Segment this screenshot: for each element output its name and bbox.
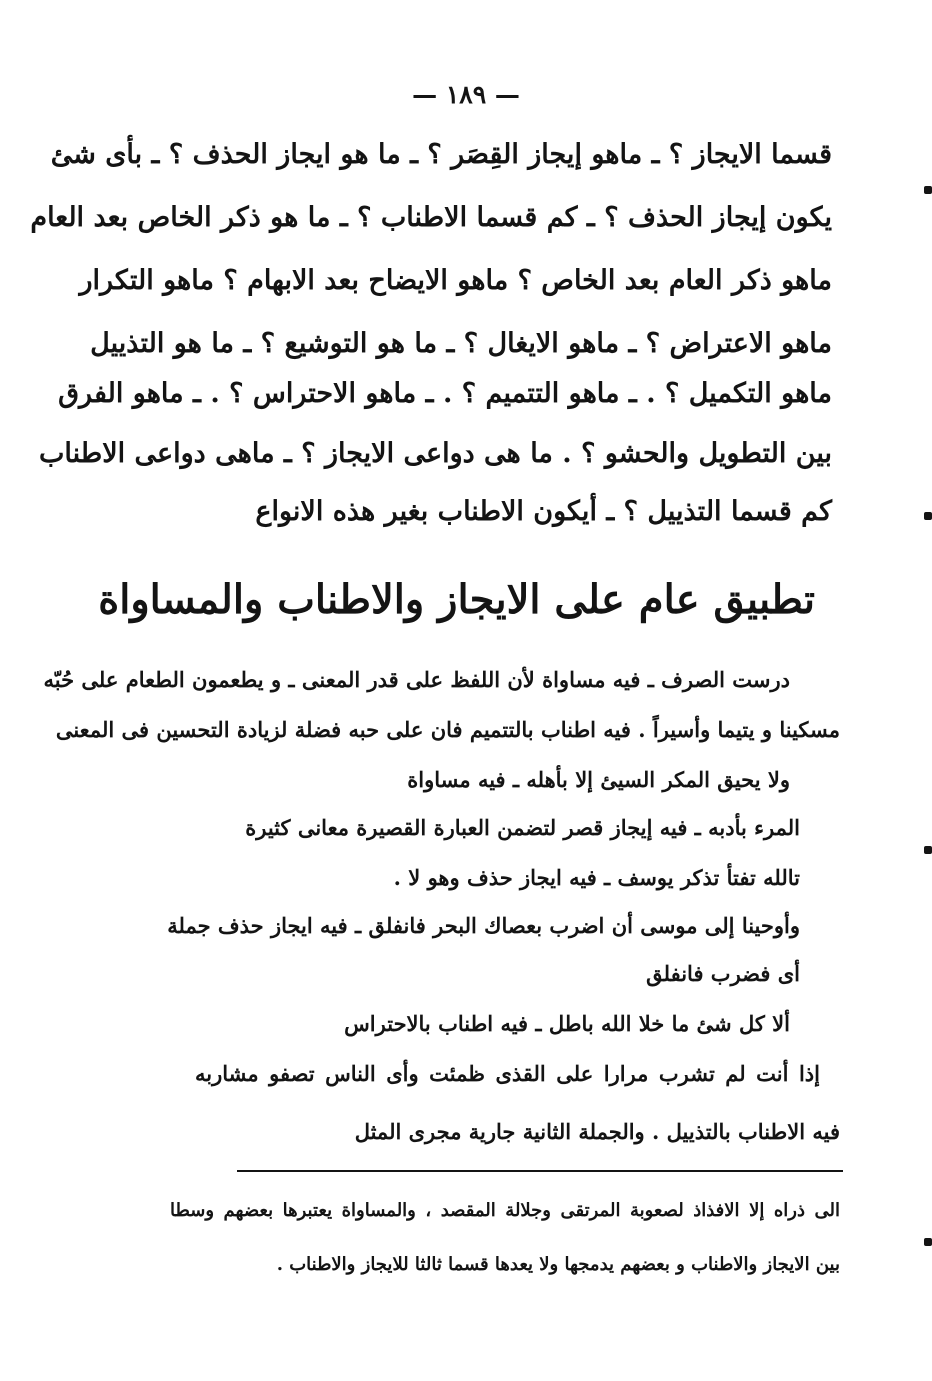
example-line: تالله تفتأ تذكر يوسف ـ فيه ايجاز حذف وهو لا . — [393, 865, 800, 890]
question-line: كم قسما التذييل ؟ ـ أيكون الاطناب بغير هذه الانواع — [255, 496, 832, 527]
scan-mark — [924, 186, 932, 194]
example-line: ألا كل شئ ما خلا الله باطل ـ فيه اطناب بالاحتراس — [344, 1011, 790, 1036]
question-line: قسما الايجاز ؟ ـ ماهو إيجاز القِصَر ؟ ـ ما هو ايجاز الحذف ؟ ـ بأى شئ — [50, 139, 832, 170]
page-number: — ١٨٩ — — [412, 80, 520, 109]
footnote-line: بين الايجاز والاطناب و بعضهم يدمجها ولا يعدها قسما ثالثا للايجاز والاطناب . — [276, 1254, 840, 1275]
example-line: فيه الاطناب بالتذييل . والجملة الثانية جارية مجرى المثل — [354, 1119, 840, 1144]
scan-mark — [924, 1238, 932, 1246]
example-line: ولا يحيق المكر السيئ إلا بأهله ـ فيه مساواة — [407, 767, 790, 792]
question-line: ماهو ذكر العام بعد الخاص ؟ ماهو الايضاح بعد الابهام ؟ ماهو التكرار — [79, 265, 832, 296]
footnote-separator — [237, 1170, 843, 1172]
example-line: درست الصرف ـ فيه مساواة لأن اللفظ على قدر المعنى ـ و يطعمون الطعام على حُبّه — [43, 667, 790, 692]
question-line: بين التطويل والحشو ؟ . ما هى دواعى الايجاز ؟ ـ ماهى دواعى الاطناب — [38, 438, 832, 469]
scan-mark — [924, 846, 932, 854]
question-line: يكون إيجاز الحذف ؟ ـ كم قسما الاطناب ؟ ـ ما هو ذكر الخاص بعد العام — [30, 202, 832, 233]
scan-mark — [924, 512, 932, 520]
footnote-line: الى ذراه إلا الافذاذ لصعوبة المرتقى وجلالة المقصد ، والمساواة يعتبرها بعضهم وسطا — [170, 1200, 840, 1221]
question-line: ماهو الاعتراض ؟ ـ ماهو الايغال ؟ ـ ما هو التوشيع ؟ ـ ما هو التذييل — [90, 328, 832, 359]
example-line: المرء بأدبه ـ فيه إيجاز قصر لتضمن العبارة القصيرة معانى كثيرة — [245, 815, 800, 840]
example-line: وأوحينا إلى موسى أن اضرب بعصاك البحر فانفلق ـ فيه ايجاز حذف جملة — [167, 913, 800, 938]
verse-line: إذا أنت لم تشرب مرارا على القذى ظمئت وأى الناس تصفو مشاربه — [195, 1061, 820, 1086]
question-line: ماهو التكميل ؟ . ـ ماهو التتميم ؟ . ـ ماهو الاحتراس ؟ . ـ ماهو الفرق — [58, 378, 832, 409]
example-line: مسكينا و يتيما وأسيراً . فيه اطناب بالتتميم فان على حبه فضلة لزيادة التحسين فى المعنى — [55, 717, 840, 742]
example-line: أى فضرب فانفلق — [646, 961, 800, 986]
section-title: تطبيق عام على الايجاز والاطناب والمساواة — [98, 576, 815, 623]
